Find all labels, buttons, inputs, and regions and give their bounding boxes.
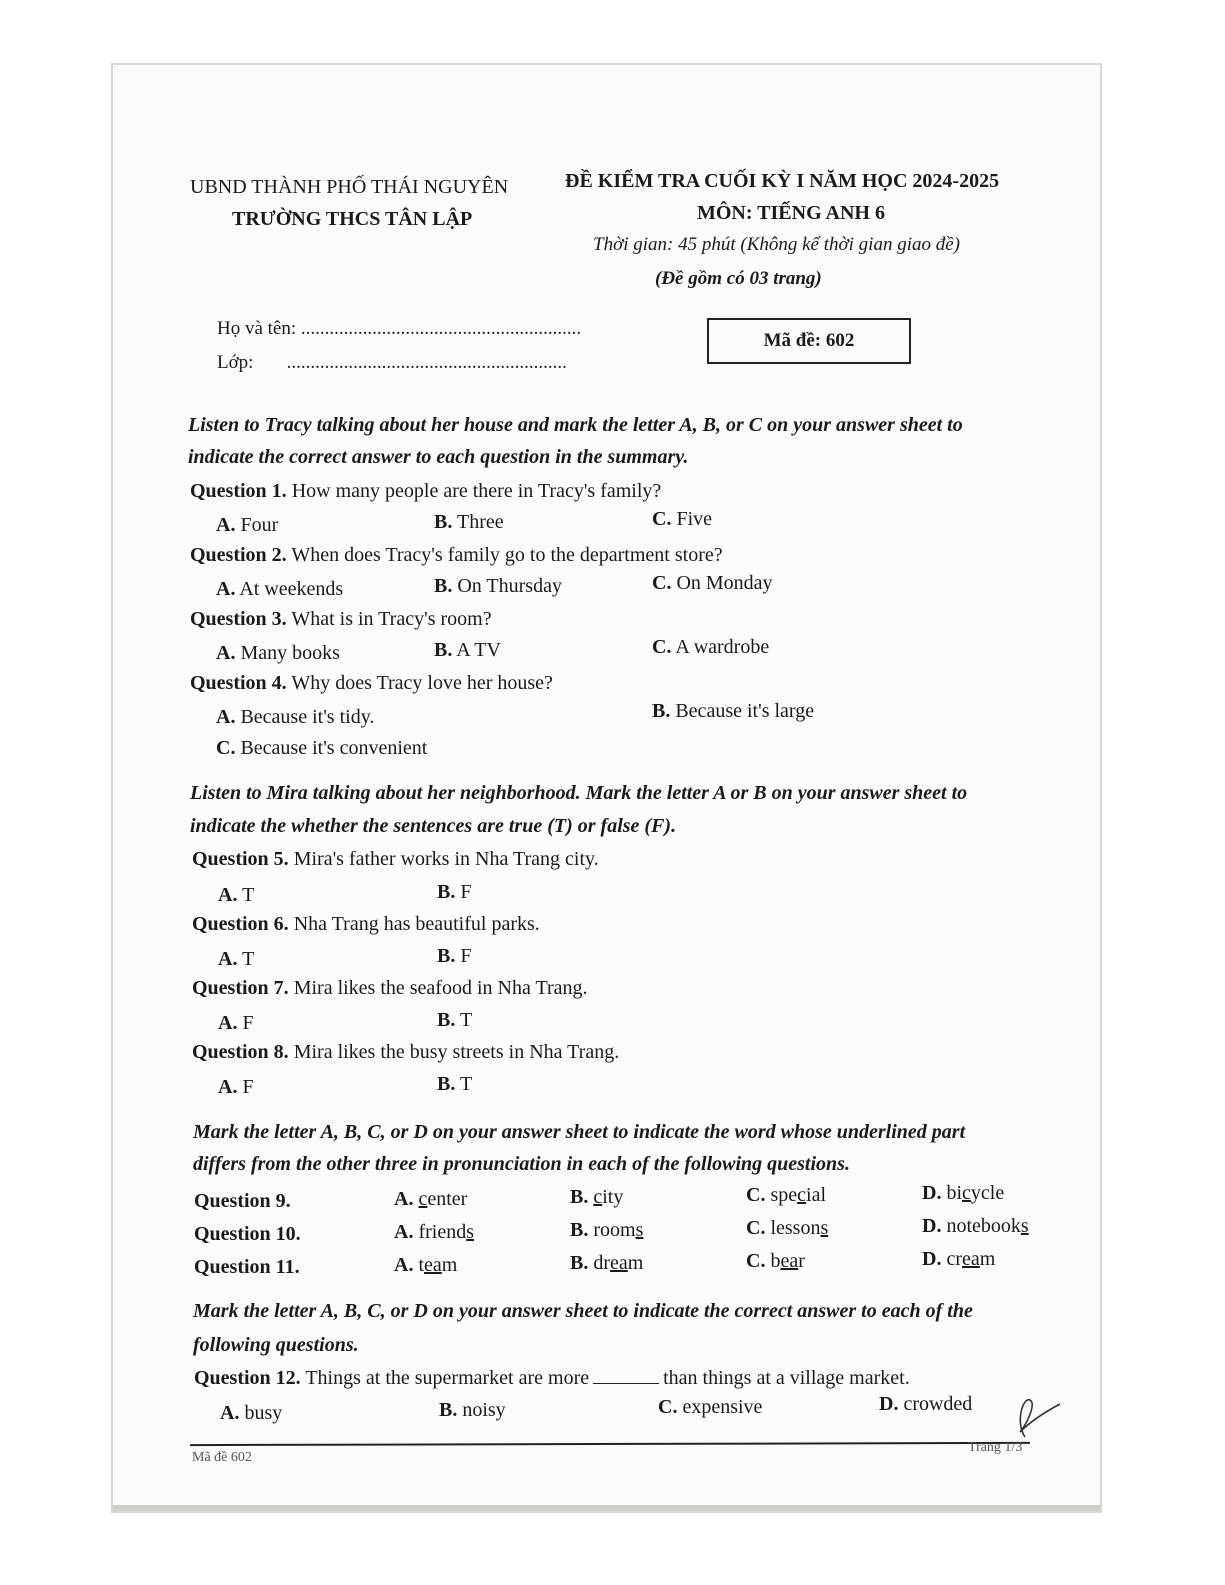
option-c[interactable]: C. On Monday bbox=[652, 572, 773, 594]
signature-mark bbox=[1005, 1392, 1065, 1442]
option-a[interactable]: A. busy bbox=[220, 1402, 283, 1424]
section-instruction: indicate the whether the sentences are true (T) or false (F). bbox=[190, 815, 677, 837]
option-b[interactable]: B. city bbox=[570, 1186, 624, 1208]
section-instruction: Listen to Mira talking about her neighborhood. Mark the letter A or B on your answer sheet to bbox=[190, 782, 968, 804]
option-c[interactable]: C. expensive bbox=[658, 1396, 763, 1418]
question-label: Question 10. bbox=[194, 1223, 301, 1245]
subject: MÔN: TIẾNG ANH 6 bbox=[697, 202, 885, 224]
exam-time: Thời gian: 45 phút (Không kể thời gian giao đề) bbox=[593, 234, 961, 255]
question-8: Question 8. Mira likes the busy streets in Nha Trang. bbox=[192, 1041, 620, 1063]
name-field[interactable]: Họ và tên: ........................................................... bbox=[217, 318, 582, 339]
option-b[interactable]: B. A TV bbox=[434, 639, 501, 661]
question-2: Question 2. When does Tracy's family go to the department store? bbox=[190, 544, 723, 566]
option-b[interactable]: B. Three bbox=[434, 511, 504, 533]
exam-title: ĐỀ KIỂM TRA CUỐI KỲ I NĂM HỌC 2024-2025 bbox=[565, 170, 1000, 192]
option-b[interactable]: B. On Thursday bbox=[434, 575, 562, 597]
question-3: Question 3. What is in Tracy's room? bbox=[190, 608, 492, 630]
question-label: Question 9. bbox=[194, 1190, 291, 1212]
underlined-part: ea bbox=[962, 1248, 980, 1270]
section-instruction: indicate the correct answer to each question in the summary. bbox=[188, 446, 689, 468]
option-a[interactable]: A. F bbox=[218, 1012, 254, 1034]
option-b[interactable]: B. F bbox=[437, 945, 472, 967]
option-b[interactable]: B. dream bbox=[570, 1252, 644, 1274]
footer-exam-code: Mã đề 602 bbox=[192, 1450, 252, 1465]
option-d[interactable]: D. notebooks bbox=[922, 1215, 1029, 1237]
option-b[interactable]: B. T bbox=[437, 1009, 473, 1031]
school-name: TRƯỜNG THCS TÂN LẬP bbox=[232, 208, 473, 230]
option-a[interactable]: A. At weekends bbox=[216, 578, 344, 600]
option-a[interactable]: A. Many books bbox=[216, 642, 340, 664]
section-instruction: Mark the letter A, B, C, or D on your answer sheet to indicate the word whose underlined part bbox=[193, 1121, 966, 1143]
section-instruction: Mark the letter A, B, C, or D on your answer sheet to indicate the correct answer to each of the bbox=[193, 1300, 973, 1322]
option-c[interactable]: C. A wardrobe bbox=[652, 636, 770, 658]
underlined-part: c bbox=[418, 1188, 428, 1210]
underlined-part: ea bbox=[780, 1250, 799, 1272]
option-b[interactable]: B. noisy bbox=[439, 1399, 506, 1421]
option-c[interactable]: C. lessons bbox=[746, 1217, 829, 1239]
class-field[interactable]: Lớp: ........................................................... bbox=[217, 352, 567, 373]
underlined-part: s bbox=[1020, 1215, 1029, 1237]
option-c[interactable]: C. Five bbox=[652, 508, 713, 530]
question-7: Question 7. Mira likes the seafood in Nha Trang. bbox=[192, 977, 588, 999]
section-instruction: differs from the other three in pronunciation in each of the following questions. bbox=[193, 1153, 850, 1175]
option-a[interactable]: A. friends bbox=[394, 1221, 475, 1243]
option-c[interactable]: C. bear bbox=[746, 1250, 805, 1272]
option-c[interactable]: C. special bbox=[746, 1184, 827, 1206]
exam-code-box: Mã đề: 602 bbox=[707, 318, 911, 364]
option-a[interactable]: A. T bbox=[218, 884, 255, 906]
question-label: Question 11. bbox=[194, 1256, 300, 1278]
question-6: Question 6. Nha Trang has beautiful parks. bbox=[192, 913, 540, 935]
question-12: Question 12. Things at the supermarket are more than things at a village market. bbox=[194, 1367, 910, 1389]
page-count: (Đề gồm có 03 trang) bbox=[655, 268, 822, 289]
question-4: Question 4. Why does Tracy love her house? bbox=[190, 672, 553, 694]
section-instruction: Listen to Tracy talking about her house and mark the letter A, B, or C on your answer sheet to bbox=[188, 414, 963, 436]
underlined-part: s bbox=[466, 1221, 475, 1243]
question-5: Question 5. Mira's father works in Nha Trang city. bbox=[192, 848, 599, 870]
authority: UBND THÀNH PHỐ THÁI NGUYÊN bbox=[190, 176, 509, 198]
question-1: Question 1. How many people are there in Tracy's family? bbox=[190, 480, 662, 502]
option-a[interactable]: A. T bbox=[218, 948, 255, 970]
option-b[interactable]: B. T bbox=[437, 1073, 473, 1095]
option-b[interactable]: B. rooms bbox=[570, 1219, 644, 1241]
underlined-part: s bbox=[820, 1217, 829, 1239]
underlined-part: ea bbox=[424, 1254, 442, 1276]
option-b[interactable]: B. F bbox=[437, 881, 472, 903]
option-c[interactable]: C. Because it's convenient bbox=[216, 737, 428, 759]
option-a[interactable]: A. F bbox=[218, 1076, 254, 1098]
underlined-part: s bbox=[635, 1219, 644, 1241]
section-instruction: following questions. bbox=[193, 1334, 359, 1356]
option-a[interactable]: A. team bbox=[394, 1254, 458, 1276]
option-d[interactable]: D. cream bbox=[922, 1248, 996, 1270]
option-b[interactable]: B. Because it's large bbox=[652, 700, 815, 722]
footer-page-number: Trang 1/3 bbox=[968, 1440, 1023, 1455]
option-d[interactable]: D. crowded bbox=[879, 1393, 973, 1415]
option-a[interactable]: A. Because it's tidy. bbox=[216, 706, 375, 728]
option-a[interactable]: A. center bbox=[394, 1188, 468, 1210]
underlined-part: c bbox=[797, 1184, 807, 1206]
option-a[interactable]: A. Four bbox=[216, 514, 279, 536]
answer-blank bbox=[593, 1383, 659, 1384]
underlined-part: c bbox=[593, 1186, 603, 1208]
option-d[interactable]: D. bicycle bbox=[922, 1182, 1005, 1204]
underlined-part: ea bbox=[610, 1252, 628, 1274]
underlined-part: c bbox=[962, 1182, 971, 1204]
